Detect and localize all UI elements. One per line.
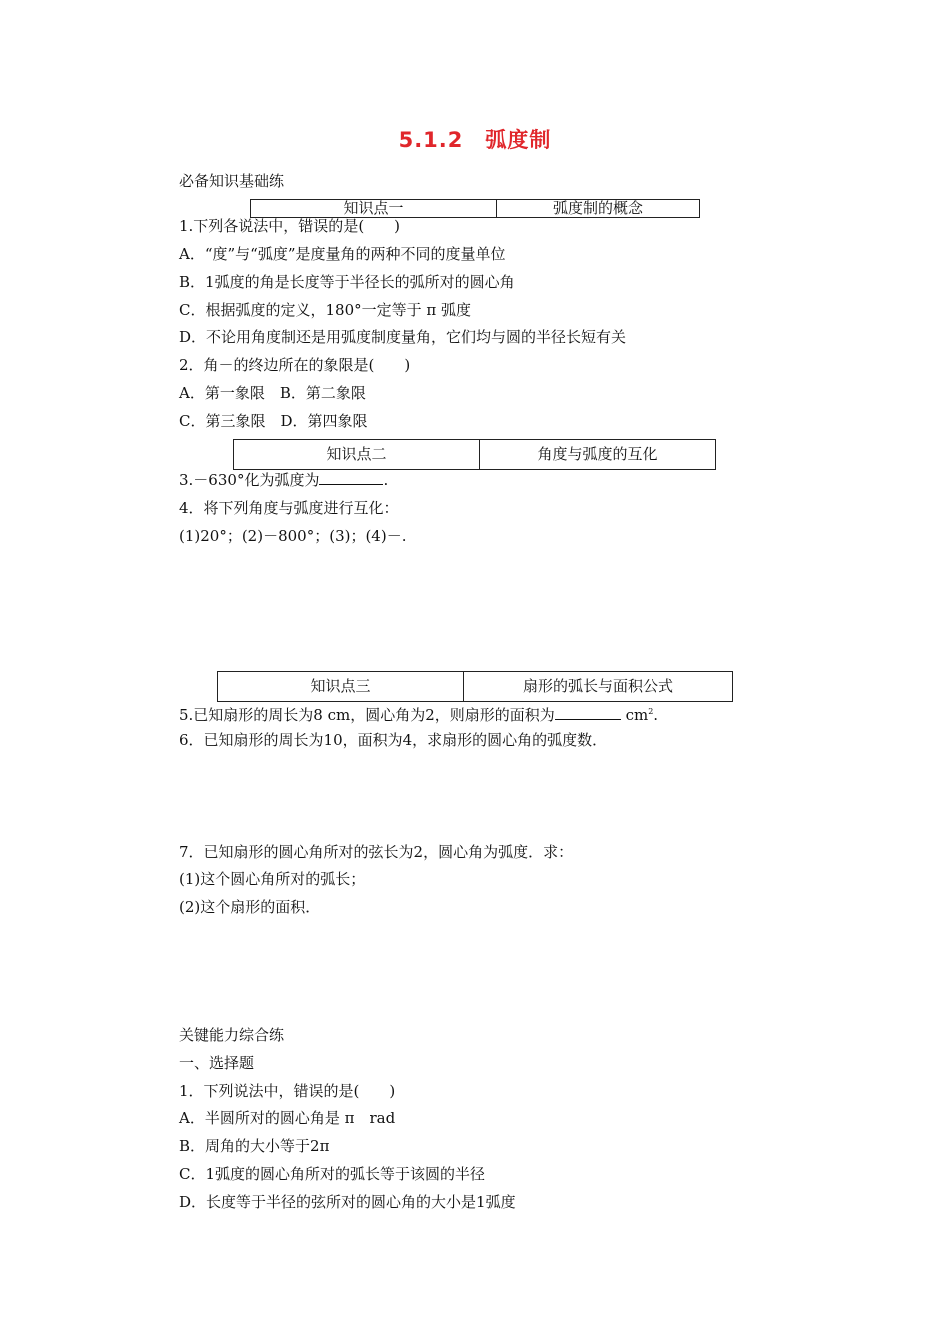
question-3-end: .: [383, 471, 389, 489]
question-4-stem: 4．将下列角度与弧度进行互化：: [179, 499, 399, 517]
knowledge-point-label: 知识点二: [326, 445, 387, 463]
knowledge-point-topic: 弧度制的概念: [496, 200, 699, 217]
section-heading-advanced: 关键能力综合练: [179, 1026, 285, 1044]
question-1-option-c: C．根据弧度的定义，180°一定等于 π 弧度: [179, 301, 472, 319]
answer-blank: [319, 470, 383, 485]
question-1-option-b: B．1弧度的角是长度等于半径长的弧所对的圆心角: [179, 273, 515, 291]
question-7-part-2: (2)这个扇形的面积．: [179, 898, 321, 916]
knowledge-point-table-2: [233, 439, 716, 470]
question-5-unit: cm: [625, 706, 649, 724]
advanced-question-1-option-a: A．半圆所对的圆心角是 π rad: [179, 1109, 396, 1127]
part-heading-choice: 一、选择题: [179, 1054, 255, 1072]
page-title: 5.1.2 弧度制: [398, 128, 552, 152]
question-3: [179, 470, 388, 490]
question-3-text: 3.－630°化为弧度为: [179, 471, 320, 489]
question-2-stem: 2．角－的终边所在的象限是( ): [179, 356, 411, 374]
answer-blank: [555, 705, 621, 720]
knowledge-point-label: 知识点一: [343, 199, 404, 217]
question-5-text: 5.已知扇形的周长为8 cm，圆心角为2，则扇形的面积为: [179, 706, 555, 724]
advanced-question-1-option-c: C．1弧度的圆心角所对的弧长等于该圆的半径: [179, 1165, 486, 1183]
question-6: 6．已知扇形的周长为10，面积为4，求扇形的圆心角的弧度数．: [179, 731, 608, 749]
question-2-options-cd: C．第三象限 D．第四象限: [179, 412, 368, 430]
question-1-stem: 1.下列各说法中，错误的是( ): [179, 217, 401, 235]
question-4-items: (1)20°；(2)－800°；(3)；(4)－.: [179, 527, 407, 545]
question-5-end: .: [653, 706, 659, 724]
question-7-part-1: (1)这个圆心角所对的弧长；: [179, 870, 366, 888]
question-1-option-d: D．不论用角度制还是用弧度制度量角，它们均与圆的半径长短有关: [179, 328, 627, 346]
advanced-question-1-option-d: D．长度等于半径的弦所对的圆心角的大小是1弧度: [179, 1193, 516, 1211]
question-1-option-a: A．“度”与“弧度”是度量角的两种不同的度量单位: [179, 245, 506, 263]
question-5-exponent: 2: [648, 707, 654, 716]
advanced-question-1-option-b: B．周角的大小等于2π: [179, 1137, 330, 1155]
knowledge-point-table-3: [217, 671, 733, 702]
knowledge-point-label: 知识点三: [310, 677, 371, 695]
knowledge-point-topic: 扇形的弧长与面积公式: [463, 672, 732, 701]
question-5: [179, 702, 658, 725]
question-7-stem: 7．已知扇形的圆心角所对的弦长为2，圆心角为弧度．求：: [179, 843, 574, 861]
question-2-options-ab: A．第一象限 B．第二象限: [179, 384, 366, 402]
section-heading-basic: 必备知识基础练: [179, 172, 285, 190]
advanced-question-1-stem: 1．下列说法中，错误的是( ): [179, 1082, 396, 1100]
knowledge-point-topic: 角度与弧度的互化: [479, 440, 715, 469]
